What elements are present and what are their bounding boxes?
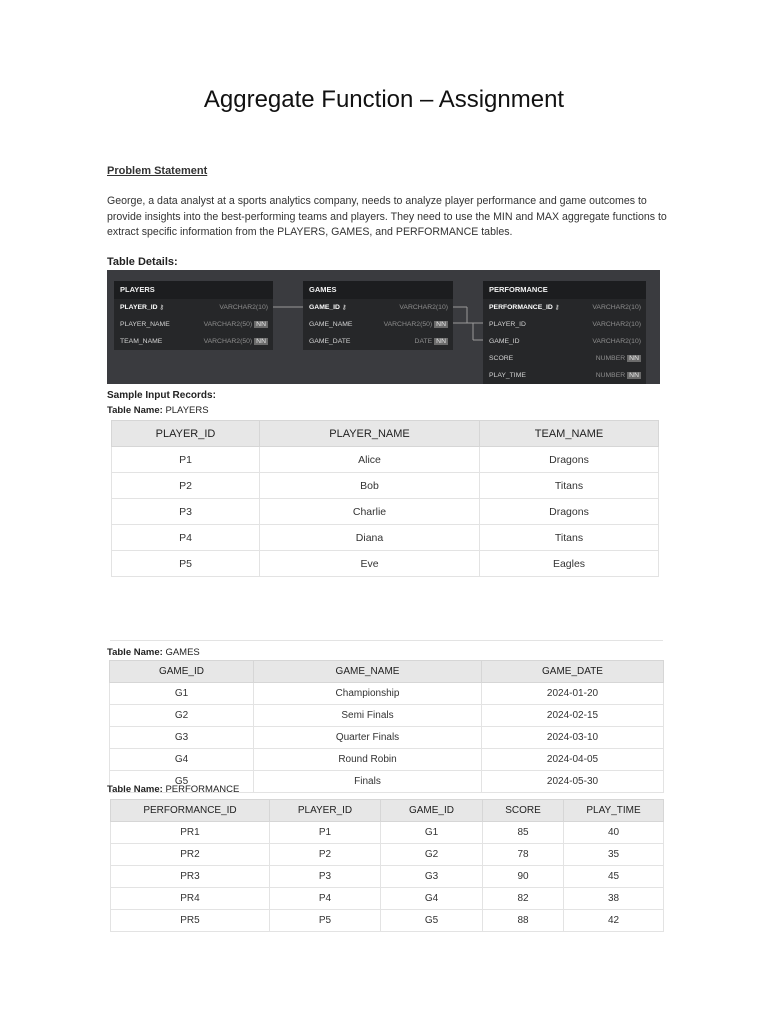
table-cell: 38 (564, 888, 664, 910)
entity-title: PLAYERS (114, 281, 273, 299)
column-header: GAME_DATE (482, 661, 664, 683)
table-cell: Diana (260, 525, 480, 551)
table-cell: G1 (110, 683, 254, 705)
column-header: TEAM_NAME (480, 421, 659, 447)
table-cell: P4 (270, 888, 381, 910)
entity-row (303, 299, 453, 316)
table-cell: Semi Finals (254, 705, 482, 727)
table-cell: G1 (381, 822, 483, 844)
players-table-caption (107, 405, 209, 416)
table-row (111, 844, 664, 866)
entity-row (483, 367, 646, 384)
table-cell: G5 (381, 910, 483, 932)
column-name: SCORE (489, 355, 514, 362)
problem-statement-text: George, a data analyst at a sports analytics company, needs to analyze player performance and game outcomes to provide insights into the best-performing teams and players. They need to use the MIN and MAX aggregate functions to extract specific information from the PLAYERS, GAMES, and PERFORMANCE tables. (107, 195, 667, 238)
table-cell: 42 (564, 910, 664, 932)
table-cell: 2024-03-10 (482, 727, 664, 749)
column-type: VARCHAR2(10) (399, 304, 448, 311)
table-cell: 2024-02-15 (482, 705, 664, 727)
page-title: Aggregate Function – Assignment (203, 86, 565, 113)
table-name-label: Table Name: (107, 647, 163, 658)
table-row (110, 749, 664, 771)
not-null-badge: NN (256, 338, 266, 345)
table-cell: PR5 (111, 910, 270, 932)
games-table-caption (107, 647, 200, 658)
table-cell: 85 (483, 822, 564, 844)
entity-row (303, 333, 453, 350)
table-cell: 90 (483, 866, 564, 888)
table-cell: G3 (381, 866, 483, 888)
table-cell: 2024-01-20 (482, 683, 664, 705)
entity-title: PERFORMANCE (483, 281, 646, 299)
table-cell: P2 (112, 473, 260, 499)
table-cell: PR3 (111, 866, 270, 888)
column-header: PLAYER_NAME (260, 421, 480, 447)
column-name: TEAM_NAME (120, 338, 163, 345)
table-cell: PR2 (111, 844, 270, 866)
table-details-heading: Table Details: (107, 256, 178, 268)
schema-diagram (107, 270, 660, 384)
column-type: VARCHAR2(10) (592, 338, 641, 345)
performance-table (110, 799, 664, 932)
entity-row (114, 299, 273, 316)
not-null-badge: NN (629, 372, 639, 379)
table-cell: G2 (110, 705, 254, 727)
table-cell: PR4 (111, 888, 270, 910)
table-cell: P3 (112, 499, 260, 525)
table-row (110, 727, 664, 749)
table-cell: Finals (254, 771, 482, 793)
table-cell: P3 (270, 866, 381, 888)
table-cell: G4 (110, 749, 254, 771)
column-type: VARCHAR2(10) (592, 321, 641, 328)
table-cell: PR1 (111, 822, 270, 844)
not-null-badge: NN (436, 338, 446, 345)
table-cell: 2024-04-05 (482, 749, 664, 771)
key-icon: ⚷ (159, 305, 164, 311)
table-cell: Titans (480, 473, 659, 499)
not-null-badge: NN (436, 321, 446, 328)
table-cell: Dragons (480, 499, 659, 525)
entity-row (303, 316, 453, 333)
table-row (111, 910, 664, 932)
column-type: NUMBER (595, 355, 626, 362)
table-row (112, 447, 659, 473)
column-type: VARCHAR2(50) (203, 321, 253, 328)
table-cell: P5 (270, 910, 381, 932)
table-cell: 45 (564, 866, 664, 888)
column-header: PLAY_TIME (564, 800, 664, 822)
table-row (111, 888, 664, 910)
table-name-label: Table Name: (107, 784, 163, 795)
column-type: DATE (414, 338, 433, 345)
table-cell: P1 (112, 447, 260, 473)
table-cell: 2024-05-30 (482, 771, 664, 793)
table-name: PLAYERS (165, 405, 209, 416)
sample-input-heading: Sample Input Records: (107, 390, 216, 401)
games-table (109, 660, 664, 793)
column-header: PLAYER_ID (270, 800, 381, 822)
column-name: GAME_ID (489, 338, 520, 345)
table-cell: 35 (564, 844, 664, 866)
table-row (111, 866, 664, 888)
problem-statement-heading: Problem Statement (107, 165, 208, 177)
entity-row (483, 299, 646, 316)
table-cell: Eve (260, 551, 480, 577)
players-table (111, 420, 659, 577)
entity-title: GAMES (303, 281, 453, 299)
table-row (112, 499, 659, 525)
table-row (112, 551, 659, 577)
table-cell: 82 (483, 888, 564, 910)
column-name: GAME_DATE (309, 338, 351, 345)
entity-row (114, 333, 273, 350)
key-icon: ⚷ (341, 305, 347, 311)
entity-row (483, 333, 646, 350)
column-name: GAME_ID ⚷ (309, 304, 347, 311)
column-header: PERFORMANCE_ID (111, 800, 270, 822)
games-entity (303, 281, 453, 350)
column-header: PLAYER_ID (112, 421, 260, 447)
table-name: PERFORMANCE (165, 784, 240, 795)
table-row (111, 822, 664, 844)
table-cell: P5 (112, 551, 260, 577)
table-cell: 40 (564, 822, 664, 844)
column-type: VARCHAR2(10) (592, 304, 641, 311)
not-null-badge: NN (629, 355, 639, 362)
table-cell: G4 (381, 888, 483, 910)
entity-row (114, 316, 273, 333)
column-type: VARCHAR2(50) (203, 338, 253, 345)
table-cell: Quarter Finals (254, 727, 482, 749)
column-type: VARCHAR2(50) (383, 321, 433, 328)
table-row (110, 705, 664, 727)
entity-row (483, 350, 646, 367)
performance-table-caption (107, 784, 239, 795)
column-header: GAME_NAME (254, 661, 482, 683)
column-header: SCORE (483, 800, 564, 822)
table-row (112, 525, 659, 551)
table-name-label: Table Name: (107, 405, 163, 416)
table-cell: Alice (260, 447, 480, 473)
key-icon: ⚷ (554, 305, 560, 311)
table-cell: Championship (254, 683, 482, 705)
table-cell: 88 (483, 910, 564, 932)
column-name: PLAY_TIME (489, 372, 526, 379)
table-cell: G3 (110, 727, 254, 749)
table-cell: Dragons (480, 447, 659, 473)
column-name: PERFORMANCE_ID ⚷ (489, 304, 560, 311)
entity-row (483, 316, 646, 333)
column-type: NUMBER (595, 372, 626, 379)
table-cell: Eagles (480, 551, 659, 577)
table-cell: G2 (381, 844, 483, 866)
table-cell: Round Robin (254, 749, 482, 771)
column-name: PLAYER_ID (489, 321, 526, 328)
table-cell: 78 (483, 844, 564, 866)
table-name: GAMES (165, 647, 200, 658)
column-type: VARCHAR2(10) (219, 304, 268, 311)
table-cell: Bob (260, 473, 480, 499)
table-cell: P4 (112, 525, 260, 551)
players-entity (114, 281, 273, 350)
section-divider (110, 640, 663, 641)
column-name: PLAYER_NAME (120, 321, 170, 328)
table-row (110, 683, 664, 705)
table-row (112, 473, 659, 499)
table-cell: P1 (270, 822, 381, 844)
table-cell: Charlie (260, 499, 480, 525)
table-cell: G5 (110, 771, 254, 793)
performance-entity (483, 281, 646, 384)
column-name: PLAYER_ID ⚷ (120, 304, 164, 311)
column-name: GAME_NAME (309, 321, 353, 328)
not-null-badge: NN (256, 321, 266, 328)
table-cell: P2 (270, 844, 381, 866)
column-header: GAME_ID (381, 800, 483, 822)
table-cell: Titans (480, 525, 659, 551)
column-header: GAME_ID (110, 661, 254, 683)
